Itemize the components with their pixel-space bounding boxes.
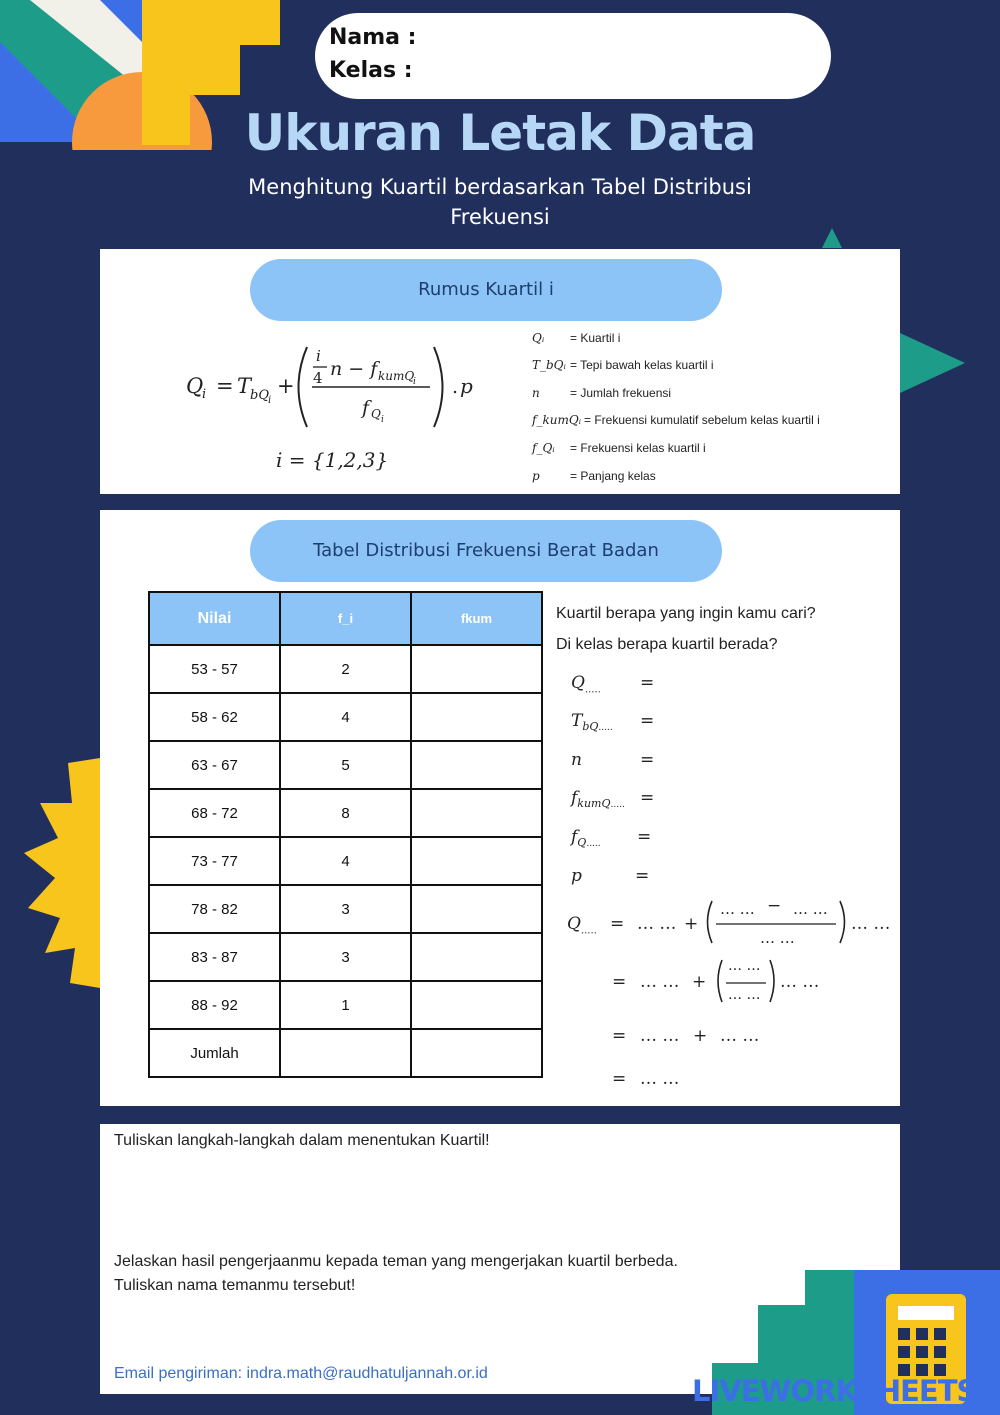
equals-sign: = xyxy=(640,788,655,808)
blank-dots[interactable]: … … xyxy=(640,972,680,992)
plus-sign: + xyxy=(692,972,707,992)
var-fq: $f_{Q.....}$ xyxy=(571,827,601,850)
header-nilai: Nilai xyxy=(149,592,280,645)
email-link[interactable]: Email pengiriman: indra.math@raudhatuljannah.or.id xyxy=(114,1365,488,1382)
table-row xyxy=(149,741,542,789)
table-pill: Tabel Distribusi Frekuensi Berat Badan xyxy=(250,520,722,582)
cell-total-fkum-input[interactable] xyxy=(411,1029,542,1077)
cell-fkum-input[interactable] xyxy=(411,933,542,981)
name-class-box[interactable] xyxy=(315,13,831,99)
header-fi: f_i xyxy=(280,592,411,645)
page-title: Ukuran Letak Data xyxy=(244,104,756,162)
blank-dots[interactable]: … … xyxy=(640,1026,680,1046)
class-label: Kelas : xyxy=(329,58,413,83)
cell-nilai: 78 - 82 xyxy=(149,885,280,933)
cell-nilai: 83 - 87 xyxy=(149,933,280,981)
legend-row xyxy=(532,331,620,345)
svg-text:i: i xyxy=(381,415,384,425)
legend-text: = Frekuensi kelas kuartil i xyxy=(570,441,706,455)
blank-dots[interactable]: … … xyxy=(760,929,795,947)
instruction-explain: Jelaskan hasil pengerjaanmu kepada teman yang mengerjakan kuartil berbeda. xyxy=(114,1253,678,1270)
table-row xyxy=(149,789,542,837)
legend-row xyxy=(532,386,671,400)
svg-text:i: i xyxy=(413,377,416,387)
subtitle-line-2: Frekuensi xyxy=(450,205,550,229)
blank-dots[interactable]: … … xyxy=(720,1026,760,1046)
table-row xyxy=(149,645,542,693)
page-subtitle xyxy=(0,172,1000,232)
legend-row xyxy=(532,469,656,483)
name-label: Nama : xyxy=(329,25,417,50)
table-row xyxy=(149,933,542,981)
table-total-row xyxy=(149,1029,542,1077)
cell-fi: 8 xyxy=(280,789,411,837)
var-tbq: $T_{bQ.....}$ xyxy=(571,711,613,734)
cell-fkum-input[interactable] xyxy=(411,789,542,837)
legend-text: = Kuartil i xyxy=(570,331,621,345)
svg-text:bQ: bQ xyxy=(250,388,269,403)
table-row xyxy=(149,885,542,933)
svg-text:i: i xyxy=(202,387,207,402)
legend-symbol: Qᵢ xyxy=(532,331,545,345)
legend-symbol: T_bQᵢ xyxy=(532,358,566,372)
equals-sign: = xyxy=(640,750,655,770)
blank-dots[interactable]: … … xyxy=(637,914,677,934)
cell-fi: 3 xyxy=(280,933,411,981)
svg-text:i: i xyxy=(268,395,272,406)
cell-fi: 3 xyxy=(280,885,411,933)
blank-dots[interactable]: … … xyxy=(793,900,828,918)
cell-fkum-input[interactable] xyxy=(411,693,542,741)
cell-nilai: 63 - 67 xyxy=(149,741,280,789)
legend-text: = Tepi bawah kelas kuartil i xyxy=(570,358,714,372)
legend-symbol: n xyxy=(532,386,540,400)
calc-q: $Q_{.....}$ xyxy=(567,914,597,937)
legend-row xyxy=(532,441,706,455)
cell-jumlah-label: Jumlah xyxy=(149,1029,280,1077)
svg-text:f: f xyxy=(362,397,370,419)
legend-row xyxy=(532,358,714,372)
cell-fi: 1 xyxy=(280,981,411,1029)
legend-symbol: f_Qᵢ xyxy=(532,441,555,455)
svg-text:i: i xyxy=(316,347,321,365)
svg-text:T: T xyxy=(237,374,252,398)
svg-text:kumQ: kumQ xyxy=(378,369,415,383)
cell-fi: 2 xyxy=(280,645,411,693)
table-header-row xyxy=(149,592,542,645)
formula-card xyxy=(100,249,900,494)
cell-fkum-input[interactable] xyxy=(411,741,542,789)
equals-sign: = xyxy=(635,866,650,886)
legend-row xyxy=(532,413,820,427)
cell-total-fi-input[interactable] xyxy=(280,1029,411,1077)
cell-nilai: 68 - 72 xyxy=(149,789,280,837)
cell-fi: 4 xyxy=(280,837,411,885)
cell-nilai: 58 - 62 xyxy=(149,693,280,741)
equals-sign: = xyxy=(610,914,625,934)
svg-text:n − f: n − f xyxy=(330,358,378,380)
legend-symbol: p xyxy=(532,469,540,483)
liveworksheets-watermark: LIVEWORKSHEETS xyxy=(692,1374,977,1408)
svg-text:Q: Q xyxy=(186,374,204,398)
cell-fi: 4 xyxy=(280,693,411,741)
question-which-class: Di kelas berapa kuartil berada? xyxy=(556,636,778,653)
var-fkum: $f_{kumQ.....}$ xyxy=(571,788,625,811)
blank-dots[interactable]: … … xyxy=(728,958,761,974)
svg-text:p: p xyxy=(460,374,473,398)
table-row xyxy=(149,837,542,885)
table-row xyxy=(149,981,542,1029)
header-fkum: fkum xyxy=(411,592,542,645)
legend-text: = Jumlah frekuensi xyxy=(570,386,672,400)
cell-fkum-input[interactable] xyxy=(411,837,542,885)
table-row xyxy=(149,693,542,741)
blank-dots[interactable]: … … xyxy=(780,972,820,992)
blank-dots[interactable]: … … xyxy=(720,900,755,918)
blank-dots[interactable]: … … xyxy=(728,987,761,1003)
plus-sign: + xyxy=(684,914,699,934)
legend-text: = Frekuensi kumulatif sebelum kelas kuartil i xyxy=(584,413,820,427)
question-which-quartile: Kuartil berapa yang ingin kamu cari? xyxy=(556,605,816,622)
svg-text:=: = xyxy=(216,374,234,398)
legend-symbol: f_kumQᵢ xyxy=(532,413,582,427)
var-n: n xyxy=(571,750,582,770)
var-q: $Q_{.....}$ xyxy=(571,673,601,696)
formula-pill: Rumus Kuartil i xyxy=(250,259,722,321)
equals-sign: = xyxy=(640,673,655,693)
equals-sign: = xyxy=(640,711,655,731)
svg-text:+: + xyxy=(277,374,295,398)
cell-nilai: 88 - 92 xyxy=(149,981,280,1029)
svg-text:Q: Q xyxy=(371,407,381,421)
starburst-decoration-left xyxy=(0,758,110,988)
cell-fi: 5 xyxy=(280,741,411,789)
svg-text:4: 4 xyxy=(313,369,323,387)
instruction-friend-name: Tuliskan nama temanmu tersebut! xyxy=(114,1277,356,1294)
cell-fkum-input[interactable] xyxy=(411,885,542,933)
instruction-steps: Tuliskan langkah-langkah dalam menentukan Kuartil! xyxy=(114,1132,490,1149)
quartile-formula xyxy=(180,337,500,437)
plus-sign: + xyxy=(693,1026,708,1046)
frequency-table xyxy=(148,591,543,1078)
subtitle-line-1: Menghitung Kuartil berdasarkan Tabel Distribusi xyxy=(248,175,752,199)
equals-sign: = xyxy=(637,827,652,847)
blank-dots[interactable]: … … xyxy=(640,1069,680,1089)
equals-sign: = xyxy=(612,1069,627,1089)
cell-nilai: 73 - 77 xyxy=(149,837,280,885)
index-set: i = {1,2,3} xyxy=(276,448,389,472)
var-p: p xyxy=(571,866,582,886)
blank-dots[interactable]: … … xyxy=(851,914,891,934)
cell-fkum-input[interactable] xyxy=(411,981,542,1029)
cell-nilai: 53 - 57 xyxy=(149,645,280,693)
equals-sign: = xyxy=(612,972,627,992)
svg-text:.: . xyxy=(452,376,459,398)
cell-fkum-input[interactable] xyxy=(411,645,542,693)
equals-sign: = xyxy=(612,1026,627,1046)
minus-sign: − xyxy=(767,896,782,916)
legend-text: = Panjang kelas xyxy=(570,469,656,483)
